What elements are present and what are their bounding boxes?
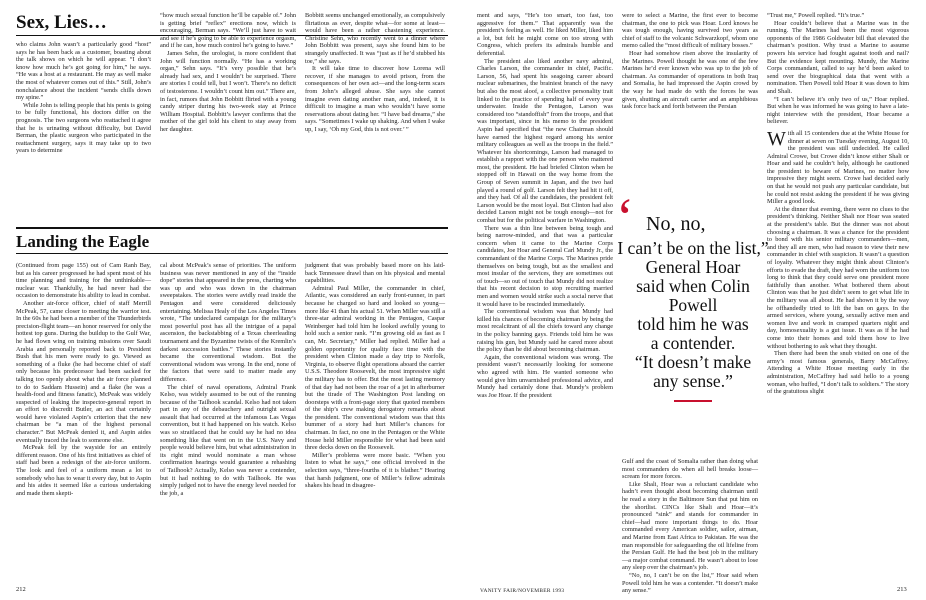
text-column <box>16 262 151 582</box>
pull-quote-line: No, no, <box>646 213 706 235</box>
text-column <box>767 12 909 582</box>
pull-quote-line: told him he was <box>637 314 749 334</box>
paragraph: Another air-force officer, chief of staff Merrill McPeak, 57, came closer to meeting the warrior test. In the 60s he had been a member of the Thunderbirds precision-flight team—an honor reserved for only the hottest top guns. During the buildup to the Gulf War, he had flown wing on training missions over Saudi Arabia and personally reported back to President Bush that his men were ready to go. Viewed as something of a fluke (he had become chief of staff only because his predecessor had been sacked for talking too openly about what the air force planned to do to Saddam Hussein) and a flake (he was a health-food and fitness fanatic), McPeak was widely suspected of leaking the inspector-general report in an effort to discredit Butler, an act that certainly would have violated Aspin’s criterion that the new chairman be “a man of the highest personal character.” But McPeak denied it, and Aspin aides eventually traced the leak to someone else. <box>16 299 151 444</box>
paragraph: While John is telling people that his penis is going to be fully functional, his doctors differ on the prognosis. The two surgeons who reattached it agree that he is urinating without difficulty, but David Berman, the plastic surgeon who participated in the reattachment surgery, says it may take up to two years to determine <box>16 101 151 155</box>
text-column <box>160 262 296 582</box>
running-footer-left: VANITY FAIR/NOVEMBER 1993 <box>480 588 565 594</box>
page-number-right: 213 <box>897 586 907 593</box>
paragraph: were to select a Marine, the first ever to become chairman, the one to pick was Hoar. Lord knows he was tough enough, having survived two years as chief of staff to the volcanic Schwarzkopf, whom one memo called the “most difficult of military bosses.” <box>622 12 758 50</box>
pull-quote-rule <box>674 400 712 402</box>
article-heading-landing-the-eagle: Landing the Eagle <box>16 232 150 251</box>
paragraph: “how much sexual function he’ll be capable of.” John is getting brief “reflex” erections now, which is encouraging, Berman says. “We’ll just have to wait and see if he’s going to be able to experience orgasm, and if he can, how much control he’s going to have.” <box>160 12 296 50</box>
text-column <box>305 12 445 219</box>
article-heading-sex-lies: Sex, Lies… <box>16 12 107 33</box>
paragraph: Hoar had somehow risen above the insularity of the Marines. Powell thought he was one of the few Marines he’d ever known who was up to the job of chairman. As commander of operations in both Iraq and Somalia, he had impressed the Aspin crowd by the way he had made do with the forces he was given, shutting an aircraft carrier and an amphibious task force back and forth between the Persian <box>622 49 758 111</box>
paragraph: Hoar couldn’t believe that a Marine was in the running. The Marines had been the most vigorous opponents of the 1986 Goldwater bill that elevated the chairman’s position. Why trust a Marine to assume powers his service had fought against tooth and nail? But the evidence kept mounting. Mundy, the Marine Corps commandant, called to say he’d been asked to send over the biographical data that went with a nomination. Then Powell told Hoar it was down to him and Shali. <box>767 19 909 95</box>
paragraph: judgment that was probably based more on his laid-back Tennessee drawl than on his physical and mental capabilities. <box>305 262 445 285</box>
page-number-left: 212 <box>16 586 26 593</box>
pull-quote-line: General Hoar <box>645 257 741 277</box>
pull-quote-line: any sense.” <box>653 371 733 391</box>
pull-quote-open-mark: ‘ <box>616 187 634 247</box>
pull-quote-line: “It doesn’t make <box>634 352 752 372</box>
paragraph: Miller’s problems were more basic. “When you listen to what he says,” one official involved in the selection says, “three-fourths of it is blather.” Hearing that harsh judgment, one of Miller’s fellow admirals shakes his head in disagree- <box>305 451 445 490</box>
pull-quote-line: said when Colin Powell <box>636 276 750 315</box>
heading-rule-bottom-under <box>16 253 448 254</box>
paragraph: Then there had been the snub visited on one of the army’s most famous generals, Barry McCaffrey. Attending a White House meeting early in the administration, McCaffrey had said hello to a young woman, who huffed, “I don’t talk to soldiers.” The story of the gratuitous slight <box>767 350 909 396</box>
paragraph: (Continued from page 155) out of Cam Ranh Bay, but as his career progressed he had spent most of his time planning and training for the unthinkable—nuclear war. Thankfully, he had never had the occasion to demonstrate his ability to lead in combat. <box>16 262 151 300</box>
paragraph: There was a thin line between being tough and being narrow-minded, and that was a particular concern when it came to the Marine Corps candidates, Joe Hoar and General Carl Mundy Jr., the commandant of the Marine Corps. The Marines pride themselves on being tough, but as the smallest and most insular of the services, they are sometimes out of touch—so out of touch that Mundy did not realize that his recent decision to stop recruiting married men and women would strike such a social nerve that it would have to be rescinded immediately. <box>477 224 613 308</box>
heading-rule-bottom <box>16 227 448 229</box>
paragraph: cal about McPeak’s sense of priorities. The uniform business was never mentioned in any of the “inside dope” stories that appeared in the press, charting who was up and who was down in the chairman sweepstakes. The stories were avidly read inside the Pentagon and were considered deliciously entertaining. Melissa Healy of the Los Angeles Times wrote, “The undeclared campaign for the military’s most powerful post has all the intrigue of a papal ascension, the backstabbing of a Texas cheerleading tournament and the Byzantine twists of the Kremlin’s darkest succession battles.” These stories instantly became the conventional wisdom. But the conventional wisdom was wrong. In the end, none of the factors that were said to matter made any difference. <box>160 262 296 383</box>
paragraph: Like Shali, Hoar was a reluctant candidate who hadn’t even thought about becoming chairman until he read a story in the Baltimore Sun that put him on the shortlist. CINCs like Shali and Hoar—it’s pronounced “sink” and stands for commander in chief—had more important things to do. Hoar commanded every American soldier, sailor, airman, and Marine from East Africa to Pakistan. He was the man responsible for safeguarding the oil lifeline from the Persian Gulf. He had the best job in the military—a major combat command. He wasn’t about to lose any sleep over the chairman’s job. <box>622 480 758 572</box>
paragraph: The president also liked another navy admiral, Charles Larson, the commander in chief, Pacific. Larson, 56, had spent his seagoing career aboard nuclear submarines, the brainiest branch of the navy but also the most aloof, a collective personality trait linked to the practice of spending half of every year underwater. Inside the Pentagon, Larson was considered too “standoffish” from the troops, and that was important, since in his memo to the president Aspin had specified that “the new Chairman should have earned the highest regard among his senior military colleagues as well as the troops in the field.” Whatever his shortcomings, Larson had managed to establish a rapport with the one person who mattered most, the president. He had briefed Clinton when he stopped off in Hawaii on the way home from the Group of Seven summit in Japan, and the two had played a round of golf. Larson felt they had hit it off, and they had. Of all the candidates, the president felt Larson would be the most loyal. But Clinton had also decided Larson might not be tough enough—not for combat but for the political warfare in Washington. <box>477 57 613 225</box>
pull-quote <box>612 187 774 450</box>
text-column <box>16 41 151 219</box>
paragraph: Again, the conventional wisdom was wrong. The president wasn’t necessarily looking for someone who agreed with him. He wanted someone who would give him unvarnished professional advice, and Mundy had certainly done that. Mundy’s problem was Joe Hoar. If the president <box>477 353 613 399</box>
paragraph: “Trust me,” Powell replied. “It’s true.” <box>767 12 865 19</box>
paragraph: The chief of naval operations, Admiral Frank Kelso, was widely assumed to be out of the running because of the Tailhook scandal. Kelso had not taken part in any of the debauchery and outright sexual assault that had occurred at the infamous Las Vegas convention, but it had happened on his watch. Kelso was so straitlaced that he could say he had no idea something like that went on in the U.S. Navy and people would believe him, but what administration in its right mind would nominate a man whose confirmation hearings would guarantee a rehashing of Tailhook? Actually, Kelso was never a contender, but it had nothing to do with Tailhook. He was simply judged not to have the energy level needed for the job, a <box>160 383 296 497</box>
paragraph-text: ith all 15 contenders due at the White House for dinner at seven on Tuesday evening, August 10, the president was still undecided. He called Admiral Crowe, but Crowe didn’t know either Shali or Hoar and said he couldn’t help, although he cautioned the president to beware of Marines, no matter how impressive they might seem. Crowe had decided early on that he would not push any particular candidate, but he could not resist asking the president if he was giving Miller a good look. <box>767 129 909 206</box>
text-column <box>305 262 445 582</box>
text-column <box>622 458 758 595</box>
drop-cap: W <box>767 127 786 150</box>
paragraph: Admiral Paul Miller, the commander in chief, Atlantic, was considered an early front-runner, in part because he charged so hard and looked so young—more like 41 than his actual 51. When Miller was still a three-star admiral working in the Pentagon, Caspar Weinberger had told him he looked awfully young to hold such a senior rank. “I’m growing old as fast as I can, Mr. Secretary,” Miller had replied. Miller had a golden opportunity for quality face time with the president when Clinton made a day trip to Norfolk, Virginia, to observe flight operations aboard the carrier U.S.S. Theodore Roosevelt, the most impressive sight the military has to offer. But the most lasting memory of that day had not been the roar of a jet in afterburner but the tirade of The Washington Post landing on doorsteps with a front-page story that quoted members of the ship’s crew making derogatory remarks about the president. The conventional wisdom was that this bummer of a story had hurt Miller’s chances for chairman. In fact, no one in the Pentagon or the White House held Miller responsible for what had been said three decks down on the Roosevelt. <box>305 284 445 452</box>
paragraph: ment and says, “He’s too smart, too fast, too aggressive for them.” That apparently was the president’s feeling as well. He liked Miller, liked him a lot, but felt he might come on too strong with Congress, which prefers its admirals humble and deferential. <box>477 12 613 57</box>
pull-quote-line: a contender. <box>650 333 736 353</box>
paragraph: McPeak fell by the wayside for an entirely different reason. One of his first initiatives as chief of staff had been a redesign of the air-force uniform. The look and feel of a uniform mean a lot to somebody who has to wear it every day, but to Aspin and his aides it seemed like a curious undertaking and made them skepti- <box>16 444 151 497</box>
paragraph: Bobbitt seems unchanged emotionally, as compulsively flirtatious as ever, despite what—for some at least—would have been a rather chastening experience. Christine Sehn, who recently went to a dinner where John Bobbitt was present, says she found him to be strangely unaffected. It was “just as if he’d stubbed his toe,” she says. <box>305 12 445 65</box>
paragraph: The conventional wisdom was that Mundy had killed his chances of becoming chairman by being the most recalcitrant of all the chiefs toward any change in the policy banning gays. Friends told him he was raising his gun, but Mundy said he cared more about the policy than he did about becoming chairman. <box>477 308 613 354</box>
paragraph: “No, no, I can’t be on the list,” Hoar said when Powell told him he was a contender. “It doesn’t make any sense.” <box>622 571 758 595</box>
text-column <box>622 12 758 190</box>
paragraph: “I can’t believe it’s only two of us,” Hoar replied. But when he was informed he was going to have a late-night interview with the president, Hoar became a believer. <box>767 95 909 126</box>
text-column <box>160 12 296 219</box>
paragraph: At the dinner that evening, there were no clues to the president’s thinking. Neither Shali nor Hoar was seated at the president’s table. But the dinner was not about choosing a chairman. It was a chance for the president to bond with his senior military commanders—men, and they all are men, who had reason to view their new commander in chief with suspicion. It wasn’t a question of loyalty. Whatever they might think about Clinton’s efforts to evade the draft, they had worn the uniform too long to think that they could serve one president more faithfully than another. What bothered them about Clinton was that he just didn’t seem to get what life in the military was all about. He had shown it by the way he offhandedly tried to lift the ban on gays. In the armed services, where young, sexually active men and women live and work in cramped quarters night and day, homosexuality is a gut issue. It was as if he had come into their homes and told them how to live without bothering to ask what they thought. <box>767 205 909 350</box>
pull-quote-line: I can’t be on the list,” <box>617 238 769 258</box>
paragraph: who claims John wasn’t a particularly good “host” says he has been back as a customer, boasting about the talk shows on which he will appear. “I don’t know how much he’s got going for him,” he says. “He was a host at a restaurant. He may as well make the most of whatever comes out of this.” Still, John’s nonchalance about the incident “sends chills down my spine.” <box>16 41 151 102</box>
paragraph: Gulf and the coast of Somalia rather than doing what most commanders do when all hell breaks loose—scream for more forces. <box>622 458 758 481</box>
text-column <box>477 12 613 582</box>
paragraph <box>767 127 909 206</box>
paragraph: It will take time to discover how Lorena will recover, if she manages to avoid prison, from the consequences of her own act—and the long-term scars from John’s alleged abuse. She says she cannot imagine even dating another man, and, indeed, it is difficult to imagine a man who wouldn’t have some reservations about dating her. “I have bad dreams,” she says. “Sometimes I wake up shaking. And when I wake up, I say, ‘Oh my God, this is not over.’ ” <box>305 65 445 133</box>
paragraph: James Sehn, the urologist, is more confident that John will function normally. “He has a working organ,” Sehn says. “It’s very possible that he’s already had sex, and I wouldn’t be surprised. There are stories I could tell, but I won’t. There’s no deficit of testosterone. I wouldn’t count him out.” There are, in fact, rumors that John Bobbitt flirted with a young candy striper during his two-week stay at Prince William Hospital. Bobbitt’s lawyer confirms that the mother of the girl told his client to stay away from her daughter. <box>160 49 296 133</box>
